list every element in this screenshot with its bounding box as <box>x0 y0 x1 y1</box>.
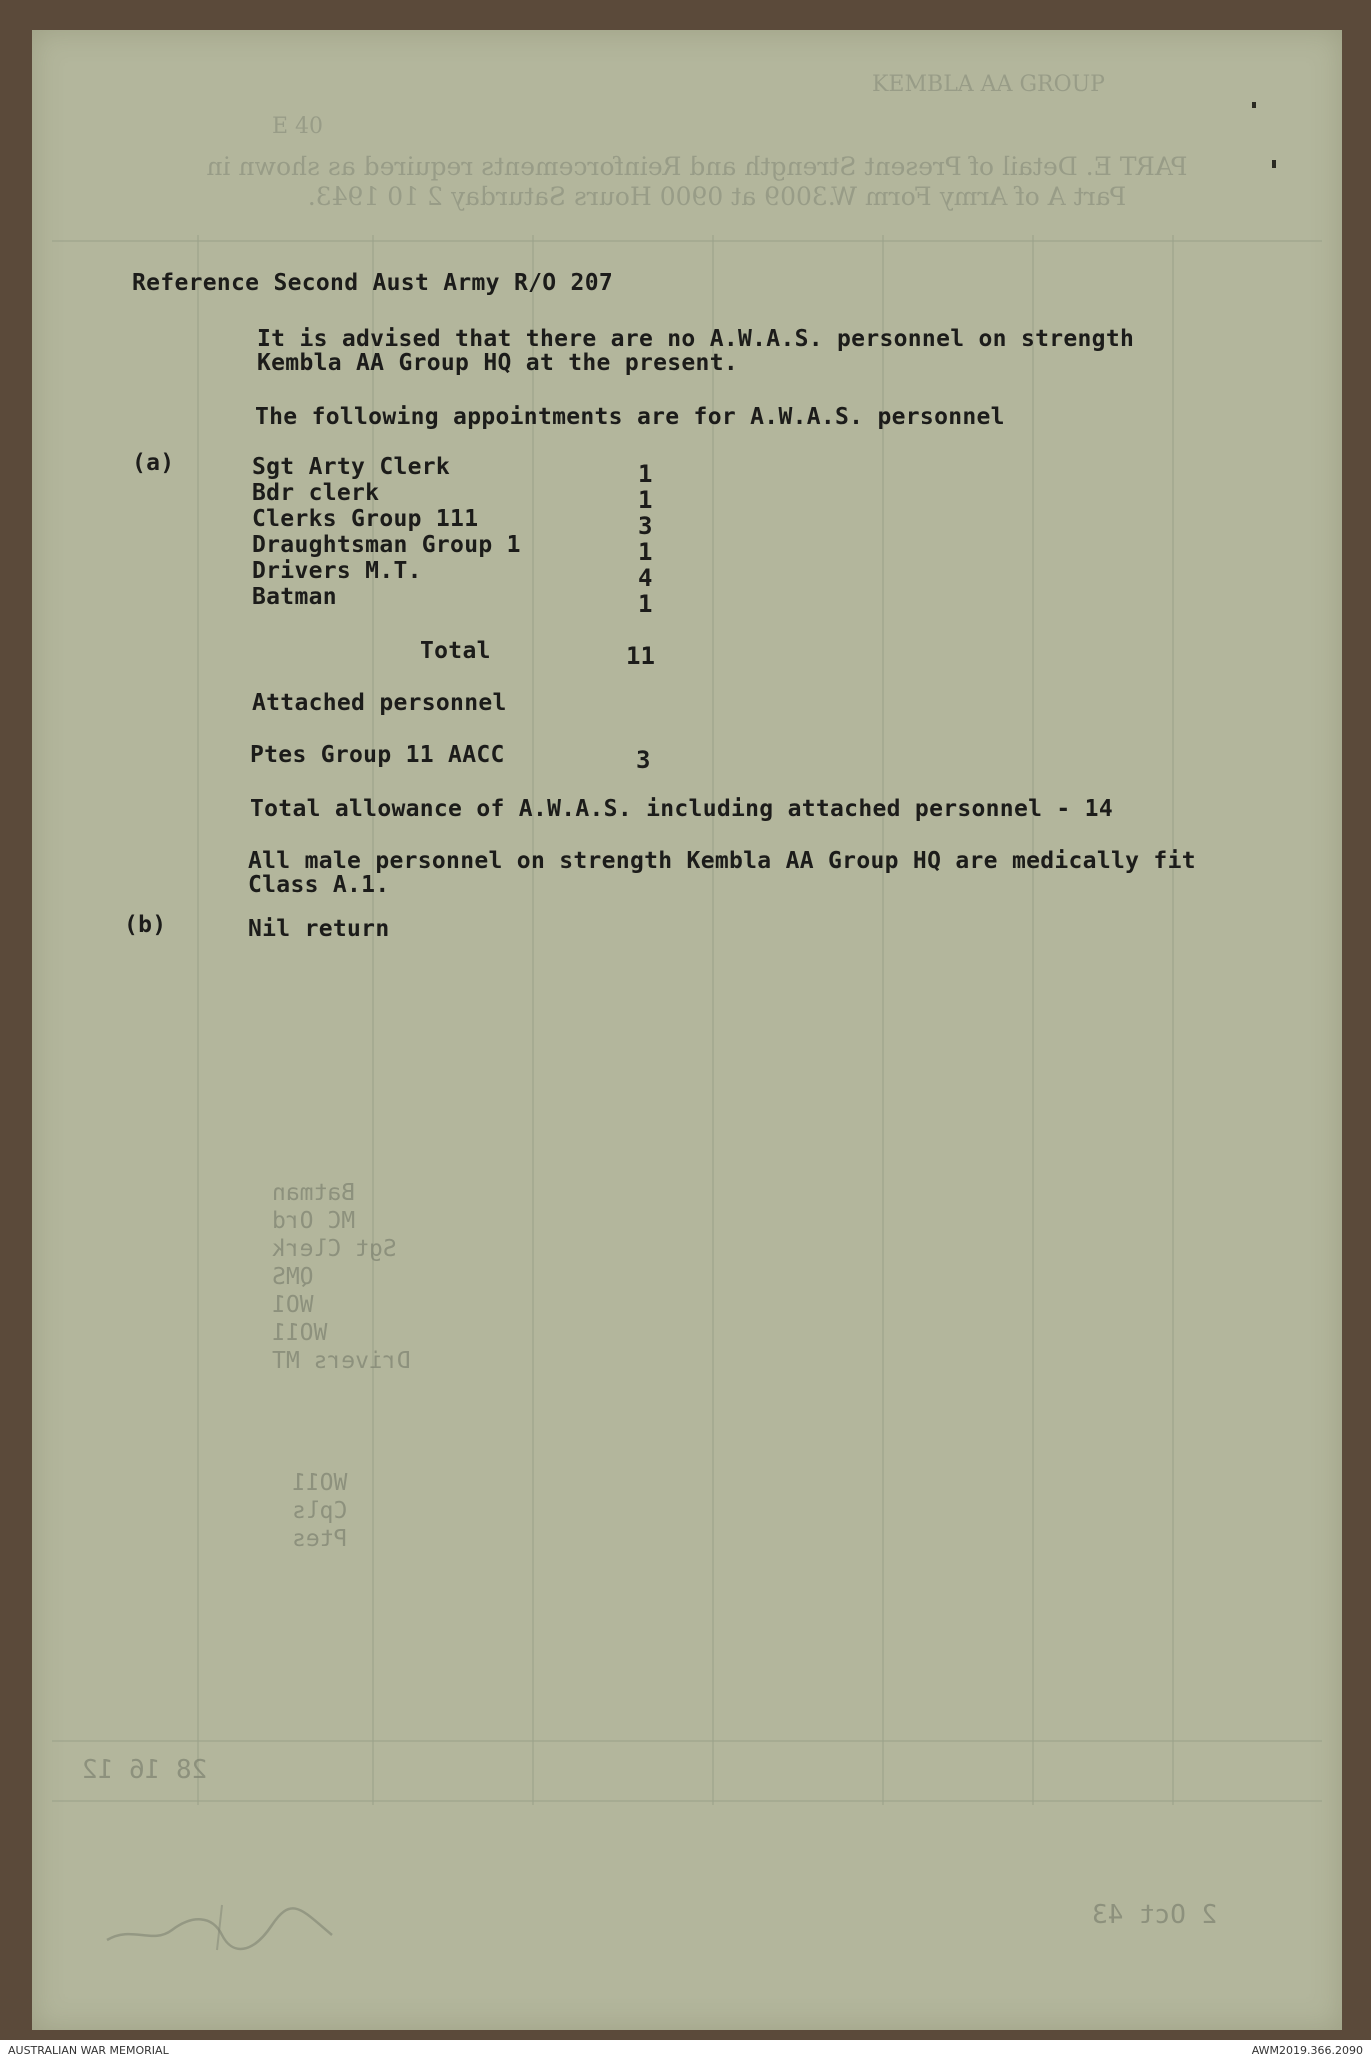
ghost-row: WO11 <box>272 1320 328 1346</box>
ghost-rule <box>1032 235 1034 1805</box>
ghost-attached-row: Cpls <box>292 1498 348 1524</box>
nil-return: Nil return <box>248 916 390 942</box>
footer-right: AWM2019.366.2090 <box>1251 2044 1363 2057</box>
footer-left: AUSTRALIAN WAR MEMORIAL <box>8 2044 169 2057</box>
appointment-count: 3 <box>638 512 653 540</box>
ghost-attached-row: Ptes <box>292 1526 348 1552</box>
ghost-rule <box>52 240 1322 242</box>
appointment-role: Bdr clerk <box>252 480 380 506</box>
ghost-row: MC Ord <box>272 1208 356 1234</box>
attached-heading: Attached personnel <box>252 690 507 716</box>
advice-line-1: It is advised that there are no A.W.A.S. personnel on strength <box>257 326 1135 352</box>
appointment-role: Batman <box>252 584 337 610</box>
appointment-count: 1 <box>638 590 653 618</box>
advice-line-2: Kembla AA Group HQ at the present. <box>257 350 739 376</box>
total-value: 11 <box>626 642 655 670</box>
appointment-role: Draughtsman Group 1 <box>252 532 521 558</box>
appointment-count: 1 <box>638 486 653 514</box>
male-personnel-line-1: All male personnel on strength Kembla AA Group HQ are medically fit <box>248 848 1196 874</box>
ghost-attached-row: WO11 <box>292 1470 348 1496</box>
ghost-part-line-1: PART E. Detail of Present Strength and Reinforcements required as shown in <box>206 152 1188 181</box>
ghost-row: WO1 <box>272 1292 314 1318</box>
ghost-rule <box>712 235 714 1805</box>
ghost-totals-row: 28 16 12 <box>82 1755 208 1785</box>
ghost-date-stamp: 2 Oct 43 <box>1092 1900 1218 1930</box>
label-b: (b) <box>124 912 167 938</box>
attached-count: 3 <box>636 746 651 774</box>
appointment-role: Sgt Arty Clerk <box>252 454 451 480</box>
ghost-rule <box>882 235 884 1805</box>
ghost-corner-code: E 40 <box>272 114 324 139</box>
ghost-rule <box>197 235 199 1805</box>
appointment-count: 1 <box>638 460 653 488</box>
edge-mark <box>1252 102 1256 108</box>
appointment-count: 4 <box>638 564 653 592</box>
ghost-signature <box>102 1895 342 1965</box>
appointment-role: Clerks Group 111 <box>252 506 479 532</box>
total-allowance: Total allowance of A.W.A.S. including attached personnel - 14 <box>250 796 1113 822</box>
appointments-intro: The following appointments are for A.W.A.S. personnel <box>255 404 1005 430</box>
total-label: Total <box>420 638 491 664</box>
appointment-count: 1 <box>638 538 653 566</box>
reference-line: Reference Second Aust Army R/O 207 <box>132 270 614 296</box>
footer-bar <box>0 2040 1371 2061</box>
ghost-row: Batman <box>272 1180 356 1206</box>
attached-role: Ptes Group 11 AACC <box>250 742 505 768</box>
male-personnel-line-2: Class A.1. <box>248 872 390 898</box>
ghost-rule <box>52 1800 1322 1802</box>
ghost-group-title: KEMBLA AA GROUP <box>872 72 1105 97</box>
ghost-rule <box>532 235 534 1805</box>
ghost-row: QMS <box>272 1264 314 1290</box>
ghost-row: Sgt Clerk <box>272 1236 397 1262</box>
appointment-role: Drivers M.T. <box>252 558 422 584</box>
edge-mark <box>1272 160 1276 168</box>
label-a: (a) <box>132 450 175 476</box>
document-page <box>32 30 1342 2030</box>
ghost-part-line-2: Part A of Army Form W.3009 at 0900 Hours Saturday 2 10 1943. <box>307 182 1127 211</box>
ghost-rule <box>52 1740 1322 1742</box>
ghost-rule <box>1172 235 1174 1805</box>
ghost-row: Drivers MT <box>272 1348 411 1374</box>
